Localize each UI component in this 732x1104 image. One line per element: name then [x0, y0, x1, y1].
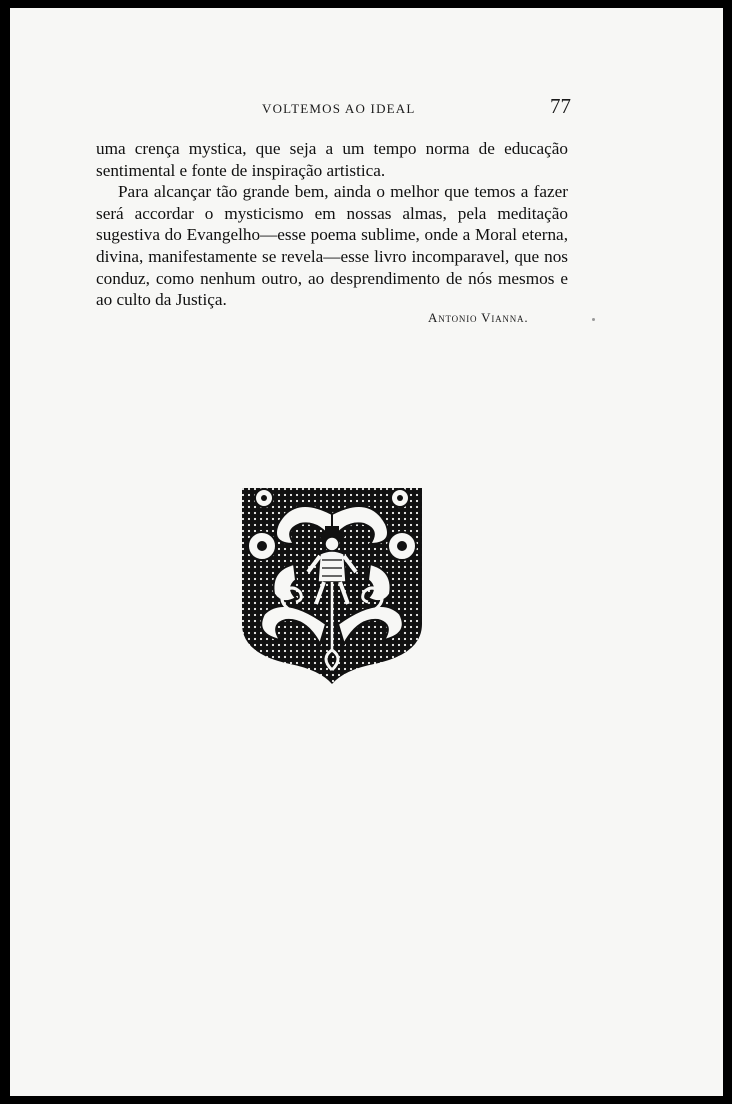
book-page: [10, 8, 723, 1096]
author-signature: Antonio Vianna.: [428, 310, 529, 325]
paragraph-2: Para alcançar tão grande bem, ainda o melhor que temos a fazer será accordar o mysticismo em nossas almas, pela meditação sugestiva do Evangelho—esse poema sublime, onde a Moral eterna, divina, manifestamente se revela—esse livro incomparavel, que nos conduz, como nenhum outro, ao desprendimento de nós mesmos e ao culto da Justiça.: [96, 182, 568, 310]
paragraph-1: uma crença mystica, que seja a um tempo norma de educação sentimental e fonte de inspiração artistica.: [96, 139, 568, 180]
floral-tailpiece-icon: [234, 474, 430, 686]
page-number: 77: [550, 94, 571, 118]
body-text: [96, 138, 568, 311]
paper-speck: [592, 318, 595, 321]
running-title: VOLTEMOS AO IDEAL: [262, 101, 416, 116]
